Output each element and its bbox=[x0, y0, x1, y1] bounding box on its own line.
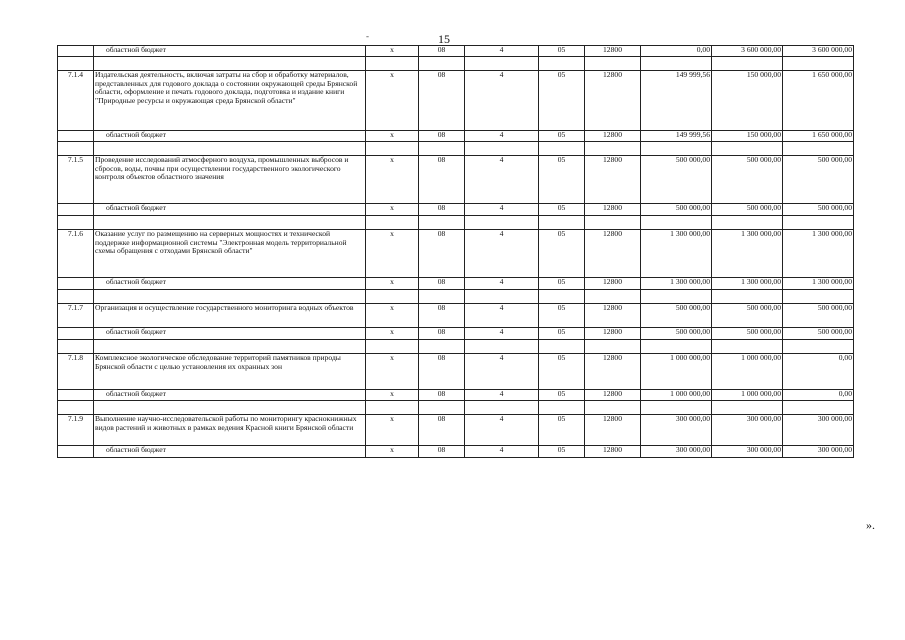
spacer-cell bbox=[366, 216, 419, 230]
row-number bbox=[58, 390, 94, 401]
row-number: 7.1.5 bbox=[58, 156, 94, 204]
spacer-row bbox=[58, 142, 854, 156]
row-x: x bbox=[366, 278, 419, 290]
row-amount-3: 1 300 000,00 bbox=[783, 230, 854, 278]
row-amount-2: 3 600 000,00 bbox=[712, 46, 783, 57]
row-code-subsection: 05 bbox=[539, 230, 585, 278]
measure-row bbox=[58, 71, 854, 131]
spacer-cell bbox=[465, 142, 539, 156]
row-number: 7.1.7 bbox=[58, 304, 94, 328]
row-code-subsection: 05 bbox=[539, 328, 585, 340]
spacer-cell bbox=[585, 142, 641, 156]
row-amount-2: 150 000,00 bbox=[712, 131, 783, 142]
spacer-cell bbox=[641, 340, 712, 354]
row-code-target: 12800 bbox=[585, 278, 641, 290]
row-code-gr: 08 bbox=[419, 131, 465, 142]
budget-row bbox=[58, 390, 854, 401]
row-name: Проведение исследований атмосферного воздуха, промышленных выбросов и сбросов, воды, почвы при осуществлении государственного экологического контроля объектов областного значения bbox=[94, 156, 366, 204]
row-amount-1: 0,00 bbox=[641, 46, 712, 57]
page-number: 15 bbox=[438, 32, 450, 46]
row-code-target: 12800 bbox=[585, 204, 641, 216]
row-code-section: 4 bbox=[465, 71, 539, 131]
row-amount-3: 1 300 000,00 bbox=[783, 278, 854, 290]
row-number: 7.1.8 bbox=[58, 354, 94, 390]
row-code-gr: 08 bbox=[419, 156, 465, 204]
spacer-cell bbox=[419, 57, 465, 71]
row-code-subsection: 05 bbox=[539, 131, 585, 142]
row-number bbox=[58, 204, 94, 216]
spacer-cell bbox=[585, 290, 641, 304]
row-code-gr: 08 bbox=[419, 46, 465, 57]
spacer-cell bbox=[641, 216, 712, 230]
measure-row bbox=[58, 415, 854, 446]
spacer-cell bbox=[366, 290, 419, 304]
row-name: Комплексное экологическое обследование территорий памятников природы Брянской области с целью установления их охранных зон bbox=[94, 354, 366, 390]
row-code-section: 4 bbox=[465, 328, 539, 340]
row-amount-3: 1 650 000,00 bbox=[783, 71, 854, 131]
spacer-cell bbox=[366, 340, 419, 354]
spacer-cell bbox=[58, 57, 94, 71]
row-amount-2: 1 300 000,00 bbox=[712, 278, 783, 290]
row-number: 7.1.4 bbox=[58, 71, 94, 131]
budget-row bbox=[58, 204, 854, 216]
budget-row bbox=[58, 131, 854, 142]
measure-row bbox=[58, 304, 854, 328]
row-amount-1: 500 000,00 bbox=[641, 204, 712, 216]
budget-table bbox=[57, 45, 854, 458]
spacer-cell bbox=[641, 57, 712, 71]
row-code-section: 4 bbox=[465, 46, 539, 57]
spacer-cell bbox=[783, 216, 854, 230]
spacer-cell bbox=[712, 401, 783, 415]
spacer-cell bbox=[94, 216, 366, 230]
row-code-target: 12800 bbox=[585, 328, 641, 340]
row-code-gr: 08 bbox=[419, 328, 465, 340]
row-code-subsection: 05 bbox=[539, 390, 585, 401]
row-x: x bbox=[366, 156, 419, 204]
row-name: Организация и осуществление государственного мониторинга водных объектов bbox=[94, 304, 366, 328]
row-number bbox=[58, 46, 94, 57]
spacer-cell bbox=[94, 57, 366, 71]
spacer-cell bbox=[366, 142, 419, 156]
spacer-cell bbox=[94, 290, 366, 304]
spacer-row bbox=[58, 401, 854, 415]
row-code-section: 4 bbox=[465, 131, 539, 142]
budget-table-body bbox=[58, 46, 854, 458]
row-x: x bbox=[366, 446, 419, 458]
row-x: x bbox=[366, 204, 419, 216]
spacer-cell bbox=[58, 216, 94, 230]
row-x: x bbox=[366, 71, 419, 131]
spacer-cell bbox=[419, 290, 465, 304]
row-amount-3: 500 000,00 bbox=[783, 156, 854, 204]
spacer-cell bbox=[712, 57, 783, 71]
row-code-gr: 08 bbox=[419, 446, 465, 458]
row-number bbox=[58, 278, 94, 290]
row-code-subsection: 05 bbox=[539, 71, 585, 131]
spacer-cell bbox=[783, 290, 854, 304]
row-code-subsection: 05 bbox=[539, 354, 585, 390]
row-amount-2: 1 300 000,00 bbox=[712, 230, 783, 278]
spacer-cell bbox=[419, 216, 465, 230]
row-name: Оказание услуг по размещению на серверных мощностях и технической поддержке информационной системы "Электронная модель территориальной схемы обращения с отходами Брянской области" bbox=[94, 230, 366, 278]
budget-row bbox=[58, 328, 854, 340]
row-code-target: 12800 bbox=[585, 304, 641, 328]
row-x: x bbox=[366, 415, 419, 446]
row-x: x bbox=[366, 304, 419, 328]
spacer-cell bbox=[783, 340, 854, 354]
measure-row bbox=[58, 354, 854, 390]
spacer-cell bbox=[539, 290, 585, 304]
row-code-gr: 08 bbox=[419, 354, 465, 390]
row-amount-1: 300 000,00 bbox=[641, 415, 712, 446]
row-code-section: 4 bbox=[465, 204, 539, 216]
row-amount-3: 3 600 000,00 bbox=[783, 46, 854, 57]
spacer-row bbox=[58, 340, 854, 354]
row-code-section: 4 bbox=[465, 446, 539, 458]
row-amount-2: 300 000,00 bbox=[712, 415, 783, 446]
row-amount-1: 149 999,56 bbox=[641, 71, 712, 131]
row-code-subsection: 05 bbox=[539, 304, 585, 328]
measure-row bbox=[58, 230, 854, 278]
spacer-cell bbox=[641, 290, 712, 304]
row-code-target: 12800 bbox=[585, 354, 641, 390]
budget-row bbox=[58, 278, 854, 290]
spacer-cell bbox=[465, 401, 539, 415]
spacer-row bbox=[58, 290, 854, 304]
row-code-target: 12800 bbox=[585, 390, 641, 401]
row-code-section: 4 bbox=[465, 354, 539, 390]
row-code-target: 12800 bbox=[585, 46, 641, 57]
spacer-cell bbox=[712, 142, 783, 156]
row-code-section: 4 bbox=[465, 390, 539, 401]
spacer-cell bbox=[539, 142, 585, 156]
row-code-gr: 08 bbox=[419, 415, 465, 446]
row-code-gr: 08 bbox=[419, 390, 465, 401]
spacer-cell bbox=[465, 216, 539, 230]
closing-quote: ». bbox=[866, 518, 875, 532]
row-name: Издательская деятельность, включая затраты на сбор и обработку материалов, представленных для годового доклада о состоянии окружающей среды Брянской области, оформление и печать годового доклада, подготовка и издание книги "Природные ресурсы и окружающая среда Брянской области" bbox=[94, 71, 366, 131]
spacer-cell bbox=[539, 401, 585, 415]
measure-row bbox=[58, 156, 854, 204]
row-code-gr: 08 bbox=[419, 230, 465, 278]
row-name: областной бюджет bbox=[94, 278, 366, 290]
spacer-cell bbox=[58, 401, 94, 415]
spacer-cell bbox=[585, 401, 641, 415]
spacer-cell bbox=[585, 216, 641, 230]
row-name: областной бюджет bbox=[94, 46, 366, 57]
spacer-cell bbox=[419, 142, 465, 156]
spacer-row bbox=[58, 57, 854, 71]
row-amount-1: 300 000,00 bbox=[641, 446, 712, 458]
row-number bbox=[58, 446, 94, 458]
row-amount-2: 1 000 000,00 bbox=[712, 390, 783, 401]
row-amount-2: 500 000,00 bbox=[712, 304, 783, 328]
row-number: 7.1.6 bbox=[58, 230, 94, 278]
row-amount-2: 300 000,00 bbox=[712, 446, 783, 458]
spacer-cell bbox=[783, 142, 854, 156]
spacer-cell bbox=[641, 142, 712, 156]
row-code-section: 4 bbox=[465, 304, 539, 328]
spacer-cell bbox=[539, 57, 585, 71]
row-amount-1: 1 000 000,00 bbox=[641, 390, 712, 401]
budget-row bbox=[58, 46, 854, 57]
row-x: x bbox=[366, 46, 419, 57]
spacer-cell bbox=[366, 57, 419, 71]
spacer-cell bbox=[465, 57, 539, 71]
row-name: Выполнение научно-исследовательской работы по мониторингу краснокнижных видов растений и животных в рамках ведения Красной книги Брянской области bbox=[94, 415, 366, 446]
spacer-cell bbox=[585, 340, 641, 354]
row-code-target: 12800 bbox=[585, 415, 641, 446]
row-code-subsection: 05 bbox=[539, 446, 585, 458]
spacer-row bbox=[58, 216, 854, 230]
row-code-subsection: 05 bbox=[539, 46, 585, 57]
row-amount-1: 500 000,00 bbox=[641, 304, 712, 328]
row-amount-3: 500 000,00 bbox=[783, 304, 854, 328]
scan-mark: - bbox=[366, 31, 369, 41]
spacer-cell bbox=[419, 340, 465, 354]
row-amount-3: 1 650 000,00 bbox=[783, 131, 854, 142]
spacer-cell bbox=[58, 142, 94, 156]
spacer-cell bbox=[712, 340, 783, 354]
row-amount-1: 1 000 000,00 bbox=[641, 354, 712, 390]
row-code-section: 4 bbox=[465, 278, 539, 290]
row-code-subsection: 05 bbox=[539, 156, 585, 204]
row-x: x bbox=[366, 390, 419, 401]
row-name: областной бюджет bbox=[94, 390, 366, 401]
row-code-section: 4 bbox=[465, 156, 539, 204]
row-amount-3: 300 000,00 bbox=[783, 415, 854, 446]
row-amount-2: 500 000,00 bbox=[712, 156, 783, 204]
spacer-cell bbox=[641, 401, 712, 415]
spacer-cell bbox=[419, 401, 465, 415]
row-amount-1: 500 000,00 bbox=[641, 328, 712, 340]
row-code-subsection: 05 bbox=[539, 278, 585, 290]
spacer-cell bbox=[465, 290, 539, 304]
row-name: областной бюджет bbox=[94, 131, 366, 142]
row-amount-3: 300 000,00 bbox=[783, 446, 854, 458]
row-code-target: 12800 bbox=[585, 131, 641, 142]
row-code-target: 12800 bbox=[585, 71, 641, 131]
row-amount-3: 500 000,00 bbox=[783, 204, 854, 216]
spacer-cell bbox=[366, 401, 419, 415]
row-amount-2: 500 000,00 bbox=[712, 204, 783, 216]
spacer-cell bbox=[465, 340, 539, 354]
row-amount-2: 150 000,00 bbox=[712, 71, 783, 131]
spacer-cell bbox=[58, 290, 94, 304]
spacer-cell bbox=[94, 142, 366, 156]
spacer-cell bbox=[58, 340, 94, 354]
row-amount-1: 1 300 000,00 bbox=[641, 230, 712, 278]
row-amount-3: 0,00 bbox=[783, 354, 854, 390]
row-amount-3: 0,00 bbox=[783, 390, 854, 401]
row-amount-1: 149 999,56 bbox=[641, 131, 712, 142]
spacer-cell bbox=[539, 216, 585, 230]
spacer-cell bbox=[712, 290, 783, 304]
row-number bbox=[58, 328, 94, 340]
row-number bbox=[58, 131, 94, 142]
row-x: x bbox=[366, 328, 419, 340]
row-code-gr: 08 bbox=[419, 304, 465, 328]
row-x: x bbox=[366, 230, 419, 278]
row-name: областной бюджет bbox=[94, 204, 366, 216]
spacer-cell bbox=[94, 401, 366, 415]
spacer-cell bbox=[539, 340, 585, 354]
spacer-cell bbox=[585, 57, 641, 71]
row-name: областной бюджет bbox=[94, 446, 366, 458]
row-code-section: 4 bbox=[465, 230, 539, 278]
row-amount-2: 500 000,00 bbox=[712, 328, 783, 340]
row-code-target: 12800 bbox=[585, 446, 641, 458]
row-code-target: 12800 bbox=[585, 156, 641, 204]
row-amount-3: 500 000,00 bbox=[783, 328, 854, 340]
budget-row bbox=[58, 446, 854, 458]
row-code-section: 4 bbox=[465, 415, 539, 446]
row-code-gr: 08 bbox=[419, 71, 465, 131]
row-x: x bbox=[366, 131, 419, 142]
spacer-cell bbox=[783, 401, 854, 415]
row-code-target: 12800 bbox=[585, 230, 641, 278]
row-code-subsection: 05 bbox=[539, 415, 585, 446]
row-code-gr: 08 bbox=[419, 278, 465, 290]
row-amount-2: 1 000 000,00 bbox=[712, 354, 783, 390]
row-code-gr: 08 bbox=[419, 204, 465, 216]
row-name: областной бюджет bbox=[94, 328, 366, 340]
row-amount-1: 500 000,00 bbox=[641, 156, 712, 204]
spacer-cell bbox=[712, 216, 783, 230]
spacer-cell bbox=[94, 340, 366, 354]
row-number: 7.1.9 bbox=[58, 415, 94, 446]
spacer-cell bbox=[783, 57, 854, 71]
row-amount-1: 1 300 000,00 bbox=[641, 278, 712, 290]
row-x: x bbox=[366, 354, 419, 390]
row-code-subsection: 05 bbox=[539, 204, 585, 216]
